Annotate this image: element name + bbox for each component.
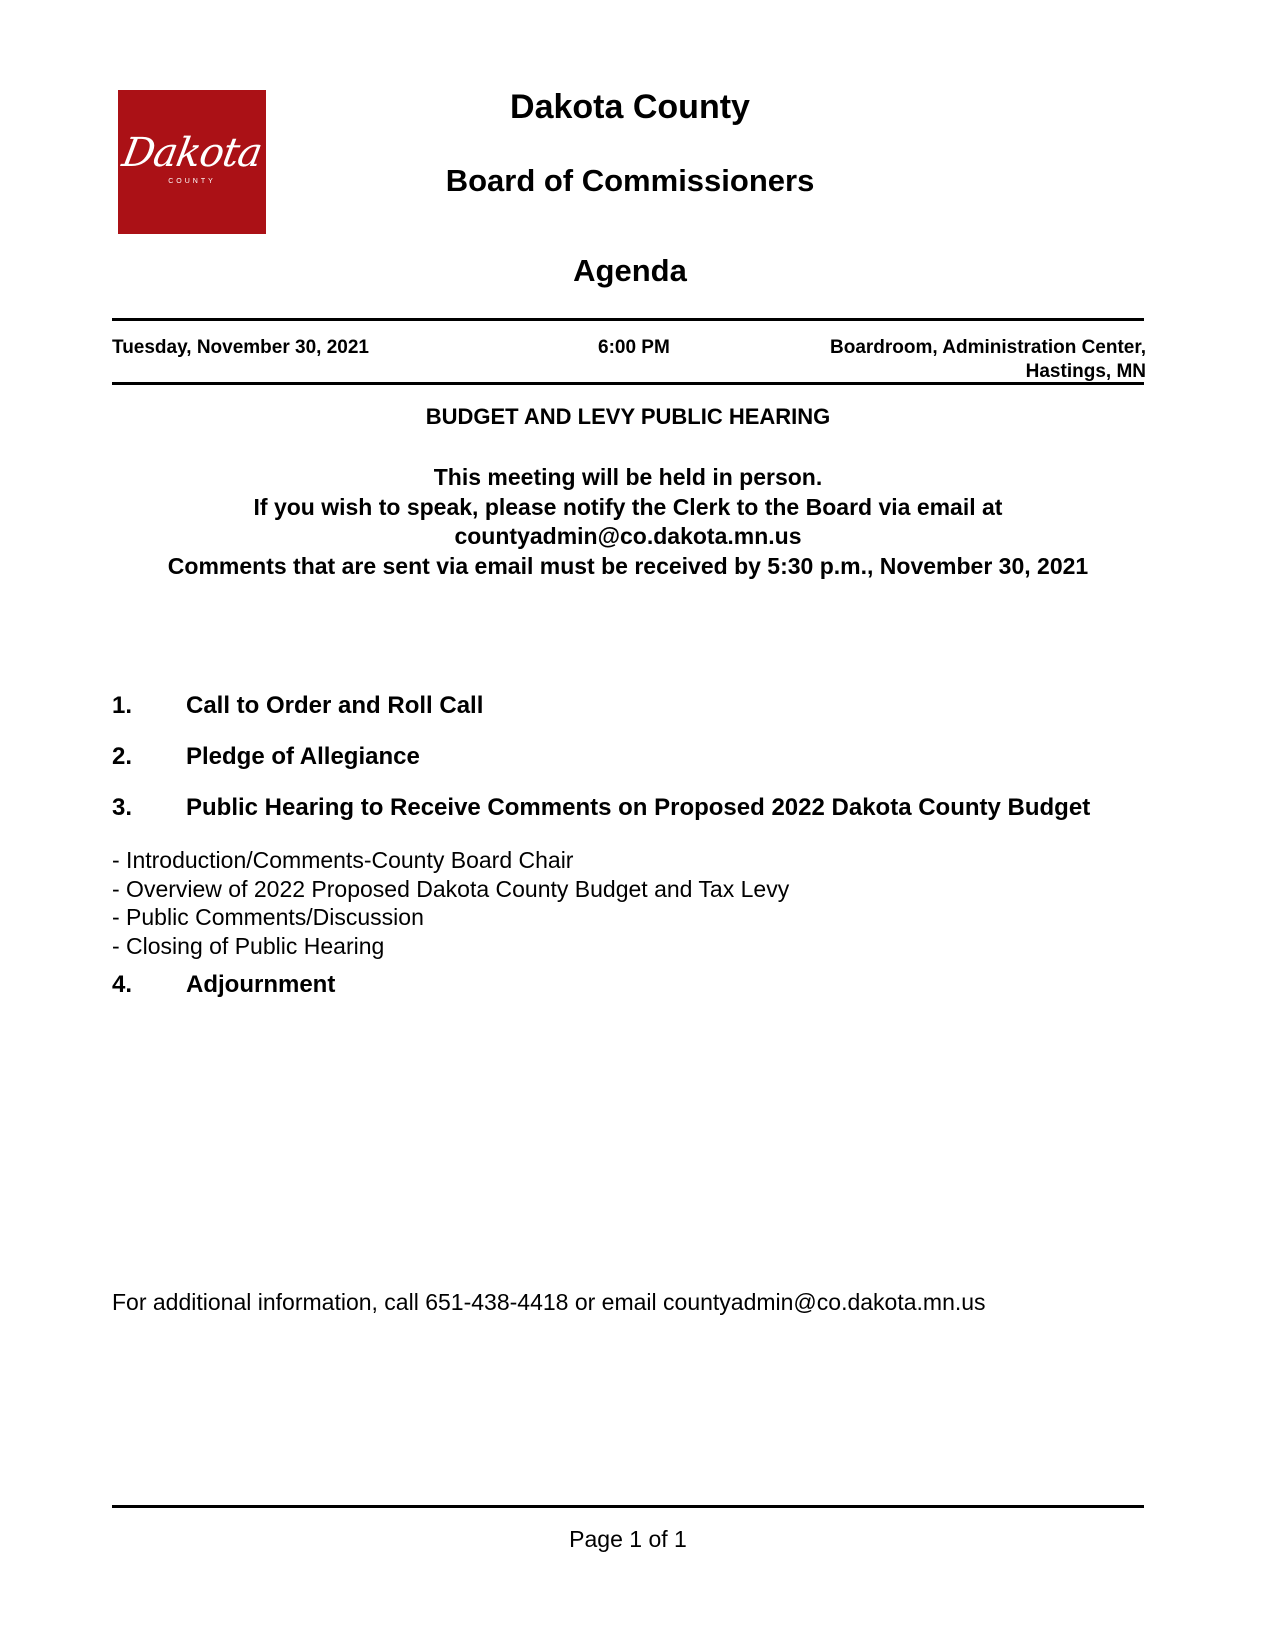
board-title: Board of Commissioners (445, 163, 815, 198)
agenda-item-text: Public Hearing to Receive Comments on Proposed 2022 Dakota County Budget (186, 794, 1091, 821)
header-divider-top (112, 318, 1144, 321)
agenda-title: Agenda (573, 253, 687, 288)
county-title: Dakota County (510, 88, 750, 126)
sub-item: - Public Comments/Discussion (112, 904, 424, 930)
agenda-item-text: Call to Order and Roll Call (186, 692, 484, 719)
meeting-time: 6:00 PM (598, 337, 670, 358)
notice-deadline: Comments that are sent via email must be received by 5:30 p.m., November 30, 2021 (167, 552, 1089, 579)
hearing-sub-items (112, 846, 789, 960)
meeting-location-line2: Hastings, MN (1025, 361, 1146, 382)
agenda-item-number: 1. (112, 692, 133, 719)
sub-item: - Overview of 2022 Proposed Dakota County Budget and Tax Levy (112, 875, 790, 902)
notice-line-speak: If you wish to speak, please notify the Clerk to the Board via email at (253, 493, 1003, 520)
agenda-item-number: 3. (112, 794, 133, 821)
logo-script-text: Dakota (118, 130, 266, 176)
sub-item: - Closing of Public Hearing (112, 932, 385, 959)
additional-info: For additional information, call 651-438-4418 or email countyadmin@co.dakota.mn.us (112, 1289, 986, 1315)
hearing-title: BUDGET AND LEVY PUBLIC HEARING (425, 404, 831, 429)
sub-item: - Introduction/Comments-County Board Chair (112, 847, 574, 873)
page-number: Page 1 of 1 (569, 1526, 687, 1552)
meeting-location-line1: Boardroom, Administration Center, (830, 337, 1146, 358)
logo-subtitle: COUNTY (168, 178, 216, 185)
agenda-item-text: Pledge of Allegiance (186, 743, 420, 770)
dakota-county-logo (118, 90, 266, 234)
meeting-notice (112, 463, 1144, 581)
footer-divider (112, 1505, 1144, 1508)
notice-line-in-person: This meeting will be held in person. (433, 464, 823, 490)
agenda-item-text: Adjournment (186, 971, 336, 998)
agenda-item-number: 2. (112, 743, 133, 770)
meeting-location (830, 336, 1146, 384)
notice-email[interactable]: countyadmin@co.dakota.mn.us (454, 523, 802, 549)
meeting-date: Tuesday, November 30, 2021 (112, 337, 369, 358)
header-divider-bottom (112, 382, 1144, 385)
agenda-item-number: 4. (112, 971, 133, 998)
